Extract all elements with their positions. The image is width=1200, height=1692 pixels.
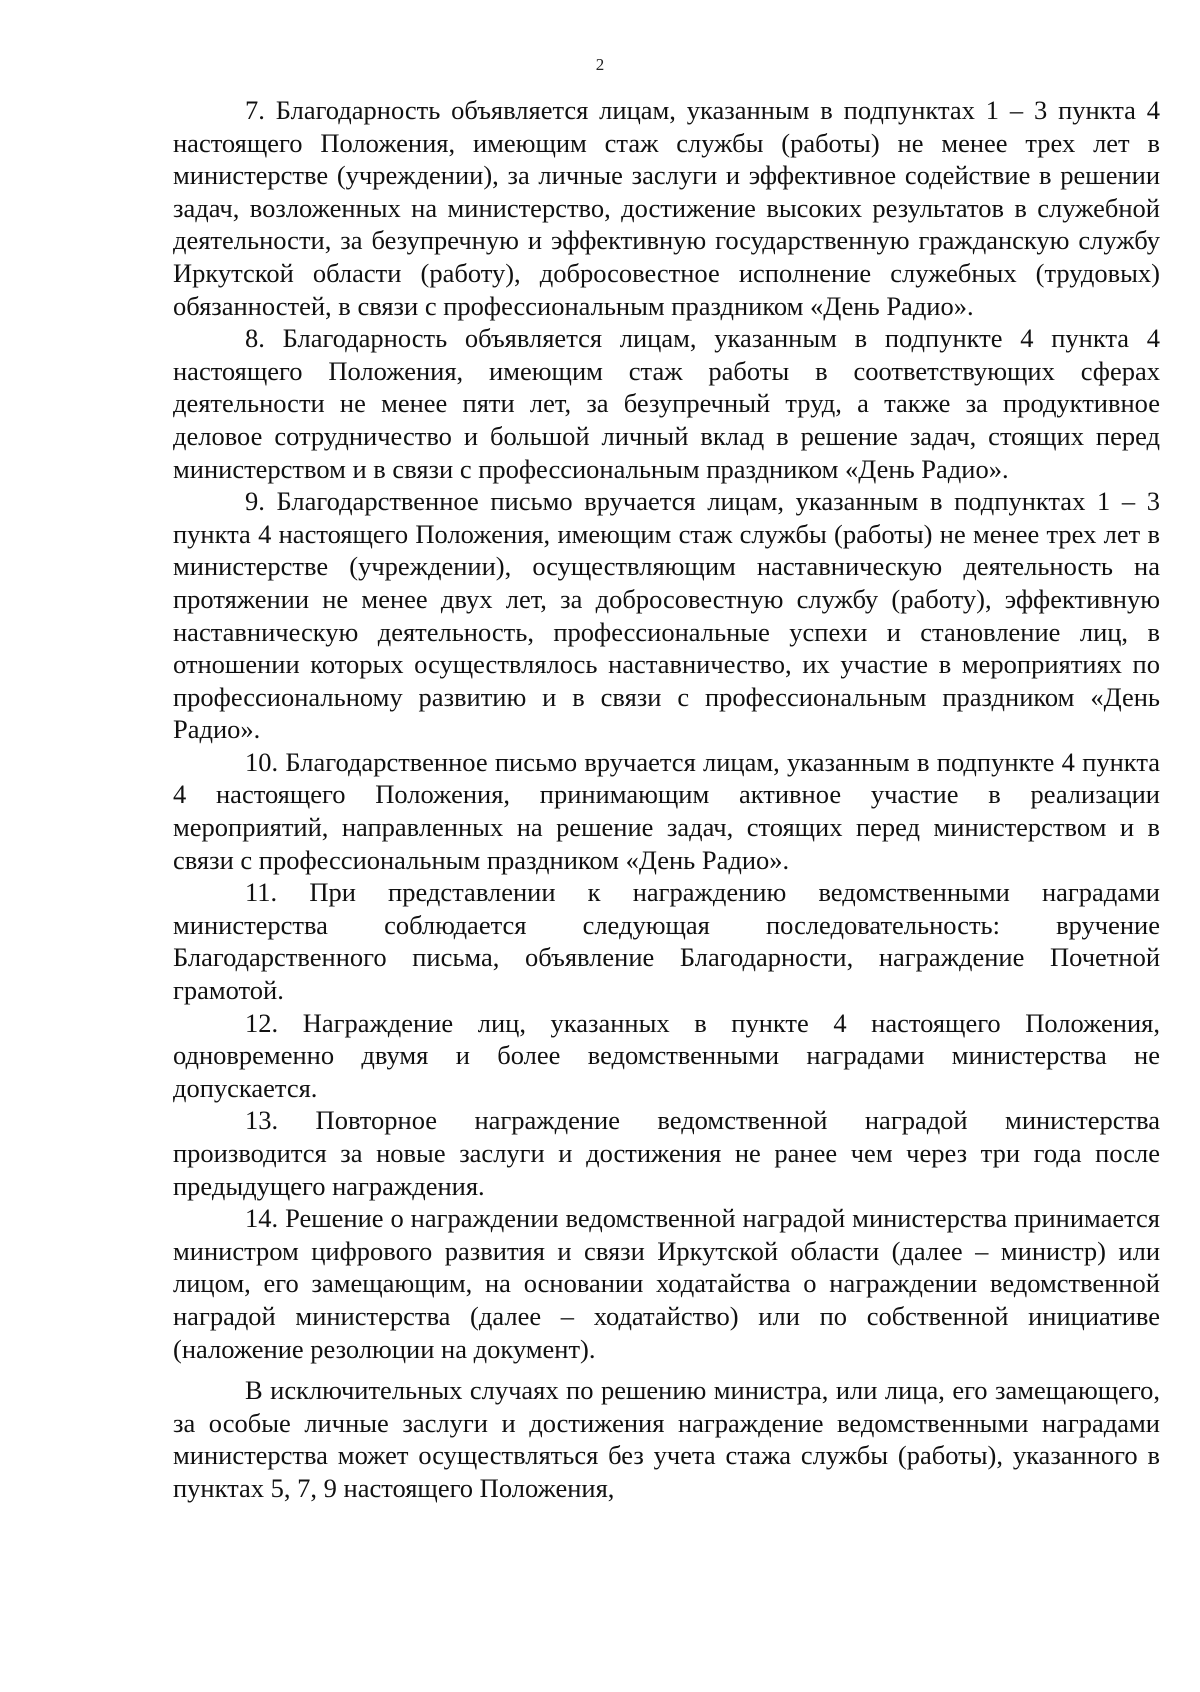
document-body — [173, 94, 1160, 1505]
paragraph-8: 8. Благодарность объявляется лицам, указанным в подпункте 4 пункта 4 настоящего Положения, имеющим стаж работы в соответствующих сферах деятельности не менее пяти лет, за безупречный труд, а также за продуктивное деловое сотрудничество и большой личный вклад в решение задач, стоящих перед министерством и в связи с профессиональным праздником «День Радио». — [173, 323, 1160, 484]
paragraph-exceptional-cases: В исключительных случаях по решению министра, или лица, его замещающего, за особые личные заслуги и достижения награждение ведомственными наградами министерства может осуществляться без учета стажа службы (работы), указанного в пунктах 5, 7, 9 настоящего Положения, — [173, 1375, 1160, 1503]
paragraph-10: 10. Благодарственное письмо вручается лицам, указанным в подпункте 4 пункта 4 настоящего Положения, принимающим активное участие в реализации мероприятий, направленных на решение задач, стоящих перед министерством и в связи с профессиональным праздником «День Радио». — [173, 746, 1160, 875]
page-number: 2 — [595, 55, 605, 74]
paragraph-7: 7. Благодарность объявляется лицам, указанным в подпунктах 1 – 3 пункта 4 настоящего Положения, имеющим стаж службы (работы) не менее трех лет в министерстве (учреждении), за личные заслуги и эффективное содействие в решении задач, возложенных на министерство, достижение высоких результатов в служебной деятельности, за безупречную и эффективную государственную гражданскую службу Иркутской области (работу), добросовестное исполнение служебных (трудовых) обязанностей, в связи с профессиональным праздником «День Радио». — [173, 95, 1160, 321]
paragraph-13: 13. Повторное награждение ведомственной наградой министерства производится за новые заслуги и достижения не ранее чем через три года после предыдущего награждения. — [173, 1105, 1160, 1201]
paragraph-11: 11. При представлении к награждению ведомственными наградами министерства соблюдается следующая последовательность: вручение Благодарственного письма, объявление Благодарности, награждение Почетной грамотой. — [173, 877, 1160, 1006]
paragraph-14: 14. Решение о награждении ведомственной наградой министерства принимается министром цифрового развития и связи Иркутской области (далее – министр) или лицом, его замещающим, на основании ходатайства о награждении ведомственной наградой министерства (далее – ходатайство) или по собственной инициативе (наложение резолюции на документ). — [173, 1203, 1160, 1364]
paragraph-12: 12. Награждение лиц, указанных в пункте 4 настоящего Положения, одновременно двумя и более ведомственными наградами министерства не допускается. — [173, 1007, 1160, 1103]
paragraph-9: 9. Благодарственное письмо вручается лицам, указанным в подпунктах 1 – 3 пункта 4 настоящего Положения, имеющим стаж службы (работы) не менее трех лет в министерстве (учреждении), осуществляющим наставническую деятельность на протяжении не менее двух лет, за добросовестную службу (работу), эффективную наставническую деятельность, профессиональные успехи и становление лиц, в отношении которых осуществлялось наставничество, их участие в мероприятиях по профессиональному развитию и в связи с профессиональным праздником «День Радио». — [173, 486, 1160, 745]
